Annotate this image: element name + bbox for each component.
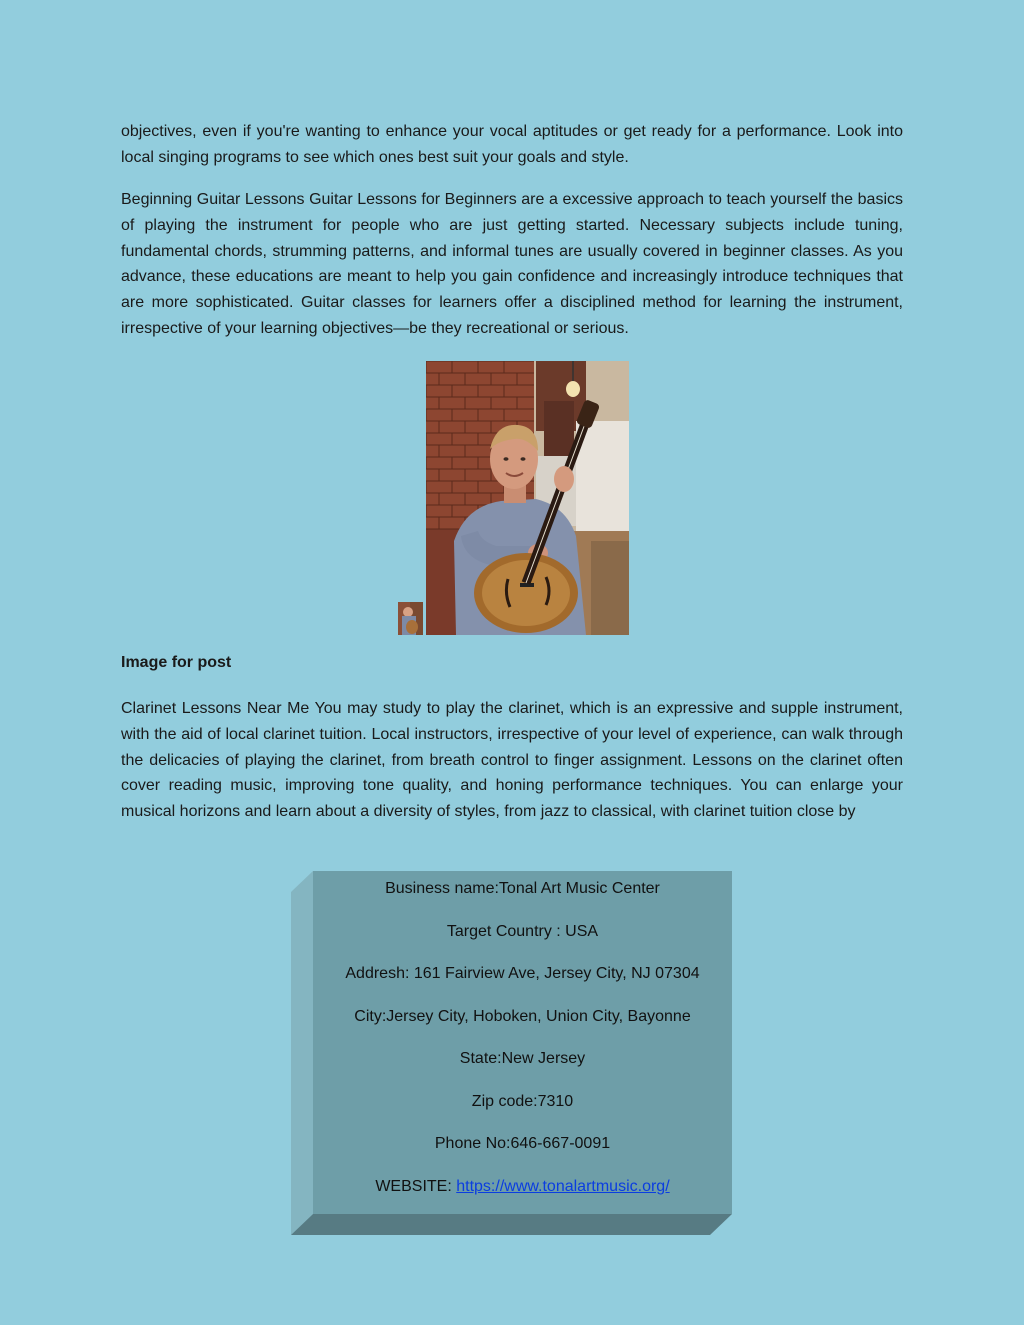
website-line — [313, 1178, 732, 1196]
phone-number: Phone No:646-667-0091 — [434, 1135, 611, 1152]
zip-code: Zip code:7310 — [471, 1093, 574, 1110]
website-link[interactable]: https://www.tonalartmusic.org/ — [456, 1178, 670, 1195]
state: State:New Jersey — [459, 1050, 586, 1067]
paragraph-singing: objectives, even if you're wanting to enhance your vocal aptitudes or get ready for a performance. Look into local singing programs to see which ones best suit your goals and style. — [121, 123, 903, 166]
address: Addresh: 161 Fairview Ave, Jersey City, NJ 07304 — [345, 965, 700, 982]
target-country: Target Country : USA — [446, 923, 599, 940]
business-name: Business name:Tonal Art Music Center — [385, 880, 660, 897]
guitarist-photo — [426, 361, 629, 635]
business-info-box — [291, 871, 732, 1235]
paragraph-clarinet-lessons: Clarinet Lessons Near Me You may study to play the clarinet, which is an expressive and supple instrument, with the aid of local clarinet tuition. Local instructors, irrespective of your level of experience, can walk through the delicacies of playing the clarinet, from breath control to finger assignment. Lessons on the clarinet often cover reading music, improving tone quality, and honing performance techniques. You can enlarge your musical horizons and learn about a diversity of styles, from jazz to classical, with clarinet tuition close by — [121, 700, 903, 821]
paragraph-guitar-lessons: Beginning Guitar Lessons Guitar Lessons for Beginners are a excessive approach to teach yourself the basics of playing the instrument for people who are just getting started. Necessary subjects include tuning, fundamental chords, strumming patterns, and informal tunes are usually covered in beginner classes. As you advance, these educations are meant to help you gain confidence and increasingly introduce techniques that are more sophisticated. Guitar classes for learners offer a disciplined method for learning the instrument, irrespective of your learning objectives—be they recreational or serious. — [121, 191, 903, 337]
website-label: WEBSITE: — [375, 1178, 457, 1195]
image-caption: Image for post — [121, 654, 232, 671]
thumbnail-image — [398, 602, 423, 635]
city: City:Jersey City, Hoboken, Union City, Bayonne — [354, 1008, 691, 1025]
